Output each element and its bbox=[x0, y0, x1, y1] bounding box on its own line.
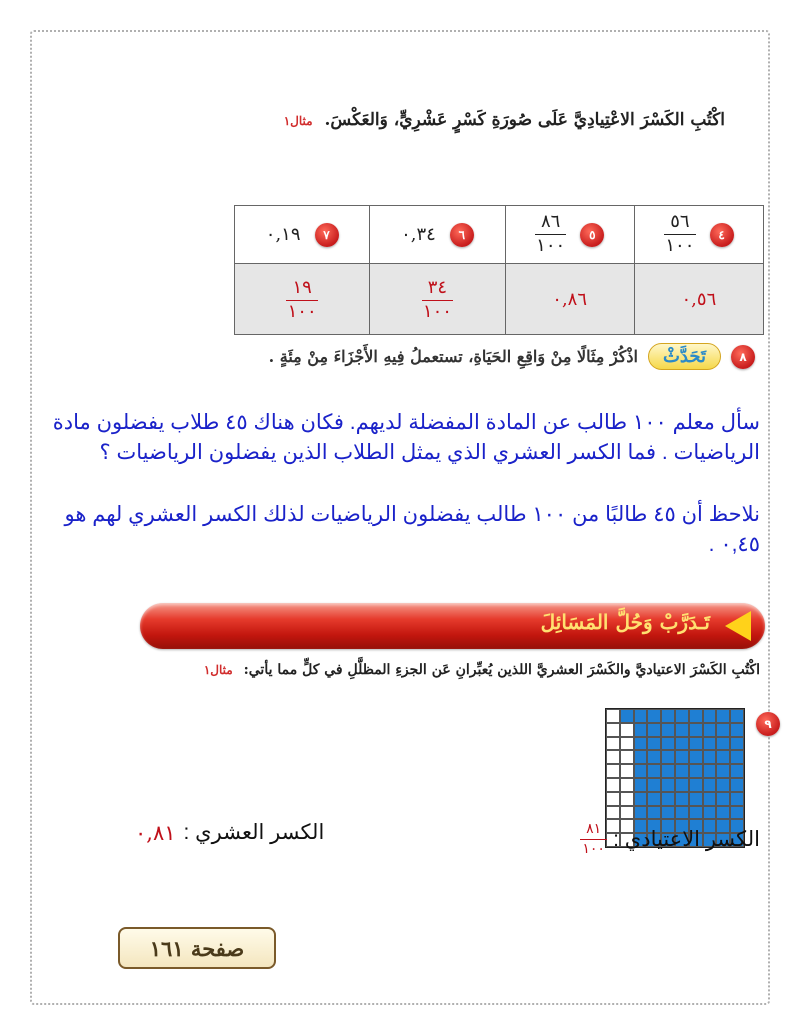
grid-cell bbox=[606, 806, 620, 820]
grid-cell bbox=[634, 764, 648, 778]
grid-cell bbox=[647, 737, 661, 751]
grid-cell bbox=[634, 723, 648, 737]
exercise-heading bbox=[75, 110, 725, 130]
grid-cell bbox=[675, 750, 689, 764]
grid-cell bbox=[675, 792, 689, 806]
grid-cell bbox=[661, 778, 675, 792]
grid-cell bbox=[689, 737, 703, 751]
decimal-value: ٠,١٩ bbox=[265, 224, 301, 245]
grid-cell bbox=[620, 778, 634, 792]
grid-cell bbox=[661, 709, 675, 723]
grid-cell bbox=[634, 709, 648, 723]
talk-pill: تَحَدَّثْ bbox=[648, 343, 721, 370]
grid-cell bbox=[716, 709, 730, 723]
grid-cell bbox=[661, 764, 675, 778]
grid-cell bbox=[675, 778, 689, 792]
question-badge-5: ٥ bbox=[580, 223, 604, 247]
table-cell-q5 bbox=[505, 206, 634, 264]
grid-cell bbox=[689, 764, 703, 778]
grid-cell bbox=[675, 737, 689, 751]
grid-cell bbox=[606, 709, 620, 723]
practice-instruction bbox=[40, 662, 760, 678]
grid-cell bbox=[620, 806, 634, 820]
decimal-value: ٠,٣٤ bbox=[401, 224, 436, 245]
grid-cell bbox=[620, 737, 634, 751]
grid-cell bbox=[730, 806, 744, 820]
solution-note: نلاحظ أن ٤٥ طالبًا من ١٠٠ طالب يفضلون الرياضيات لذلك الكسر العشري لهم هو ٠,٤٥ . bbox=[64, 503, 760, 557]
grid-cell bbox=[689, 750, 703, 764]
grid-cell bbox=[703, 723, 717, 737]
answer-fraction-81-100: $\frac{٨١}{١٠٠}$ bbox=[580, 822, 607, 856]
practice-banner bbox=[140, 603, 765, 649]
grid-cell bbox=[634, 778, 648, 792]
grid-cell bbox=[730, 723, 744, 737]
grid-cell bbox=[716, 792, 730, 806]
grid-cell bbox=[647, 723, 661, 737]
grid-cell bbox=[620, 723, 634, 737]
grid-cell bbox=[716, 737, 730, 751]
grid-cell bbox=[647, 764, 661, 778]
grid-cell bbox=[730, 792, 744, 806]
grid-cell bbox=[716, 764, 730, 778]
grid-cell bbox=[647, 709, 661, 723]
grid-cell bbox=[675, 806, 689, 820]
answer-decimal: ٠,٨٦ bbox=[552, 288, 588, 310]
grid-cell bbox=[689, 792, 703, 806]
grid-cell bbox=[703, 792, 717, 806]
decimal-label: الكسر العشري : bbox=[183, 821, 325, 844]
example-tag: مثال١ bbox=[203, 663, 233, 677]
grid-cell bbox=[689, 709, 703, 723]
question-badge-6: ٦ bbox=[450, 223, 474, 247]
grid-cell bbox=[730, 778, 744, 792]
grid-cell bbox=[730, 750, 744, 764]
grid-cell bbox=[675, 723, 689, 737]
table-cell-q6 bbox=[370, 206, 505, 264]
table-row-answers bbox=[235, 264, 764, 335]
grid-cell bbox=[606, 750, 620, 764]
answer-decimal: ٠,٥٦ bbox=[681, 288, 717, 310]
grid-cell bbox=[634, 750, 648, 764]
instruction-text: اكْتُبِ الكَسْرَ الاعتياديَّ والكَسْرَ العشريَّ اللذين يُعبِّرانِ عَن الجزءِ المظلَّلِ في كلٍّ مما يأتي: bbox=[243, 662, 760, 678]
question-badge-8: ٨ bbox=[731, 345, 755, 369]
fraction-86-100: $\frac{٨٦}{١٠٠}$ bbox=[536, 211, 566, 256]
grid-cell bbox=[634, 792, 648, 806]
talk-question bbox=[269, 343, 755, 370]
grid-cell bbox=[606, 778, 620, 792]
grid-cell bbox=[689, 806, 703, 820]
question-badge-7: ٧ bbox=[315, 223, 339, 247]
answer-cell-q4 bbox=[634, 264, 763, 335]
grid-cell bbox=[716, 750, 730, 764]
grid-cell bbox=[634, 806, 648, 820]
table-cell-q4 bbox=[634, 206, 763, 264]
grid-cell bbox=[730, 764, 744, 778]
grid-cell bbox=[661, 723, 675, 737]
answer-cell-q6 bbox=[370, 264, 505, 335]
word-problem: سأل معلم ١٠٠ طالب عن المادة المفضلة لديهم. فكان هناك ٤٥ طلاب يفضلون مادة الرياضيات . فما الكسر العشري الذي يمثل الطلاب الذين يفضلون الرياضيات ؟ bbox=[52, 411, 760, 465]
arrow-icon bbox=[725, 611, 751, 641]
grid-cell bbox=[716, 778, 730, 792]
grid-cell bbox=[647, 792, 661, 806]
grid-cell bbox=[620, 750, 634, 764]
grid-cell bbox=[620, 764, 634, 778]
decimal-answer-value: ٠,٨١ bbox=[135, 820, 176, 845]
grid-cell bbox=[661, 750, 675, 764]
grid-cell bbox=[606, 737, 620, 751]
grid-cell bbox=[634, 737, 648, 751]
grid-cell bbox=[647, 750, 661, 764]
grid-cell bbox=[689, 723, 703, 737]
grid-cell bbox=[675, 709, 689, 723]
table-row-questions bbox=[235, 206, 764, 264]
grid-cell bbox=[661, 737, 675, 751]
grid-cell bbox=[703, 778, 717, 792]
talk-text: اذْكُرْ مِثَالًا مِنْ وَاقِعِ الحَيَاةِ، تستعملُ فِيهِ الأَجْزَاءَ مِنْ مِئَةٍ . bbox=[268, 347, 638, 366]
grid-cell bbox=[606, 723, 620, 737]
grid-cell bbox=[689, 778, 703, 792]
grid-cell bbox=[620, 792, 634, 806]
question-badge-9: ٩ bbox=[756, 712, 780, 736]
table-cell-q7 bbox=[235, 206, 370, 264]
grid-cell bbox=[606, 792, 620, 806]
grid-cell bbox=[730, 709, 744, 723]
answer-cell-q5 bbox=[505, 264, 634, 335]
answer-fraction: $\frac{١٩}{١٠٠}$ bbox=[287, 276, 317, 322]
answer-fraction: $\frac{٣٤}{١٠٠}$ bbox=[422, 276, 452, 322]
grid-cell bbox=[647, 806, 661, 820]
grid-cell bbox=[675, 764, 689, 778]
grid-cell bbox=[661, 792, 675, 806]
fraction-table bbox=[234, 205, 764, 335]
grid-cell bbox=[703, 750, 717, 764]
grid-cell bbox=[703, 806, 717, 820]
fraction-56-100: $\frac{٥٦}{١٠٠}$ bbox=[665, 211, 695, 256]
common-fraction-label: الكسر الاعتيادي : bbox=[613, 827, 760, 851]
page-number-box: صفحة ١٦١ bbox=[118, 927, 276, 969]
answer-cell-q7 bbox=[235, 264, 370, 335]
grid-cell bbox=[703, 709, 717, 723]
grid-cell bbox=[703, 764, 717, 778]
grid-cell bbox=[647, 778, 661, 792]
grid-cell bbox=[730, 737, 744, 751]
question-badge-4: ٤ bbox=[710, 223, 734, 247]
grid-cell bbox=[620, 709, 634, 723]
grid-cell bbox=[716, 806, 730, 820]
grid-cell bbox=[716, 723, 730, 737]
decimal-answer bbox=[135, 820, 324, 845]
example-tag: مثال١ bbox=[283, 114, 313, 128]
grid-cell bbox=[661, 806, 675, 820]
grid-cell bbox=[703, 737, 717, 751]
heading-text: اكْتُبِ الكَسْرَ الاعْتِيادِيَّ عَلَى صُورَةِ كَسْرٍ عَشْرِيٍّ، وَالعَكْسَ. bbox=[324, 110, 725, 130]
grid-cell bbox=[606, 764, 620, 778]
banner-title: تَـدَرَّبْ وَحُلَّ المَسَائِلَ bbox=[540, 610, 710, 634]
common-fraction-answer bbox=[580, 822, 760, 856]
